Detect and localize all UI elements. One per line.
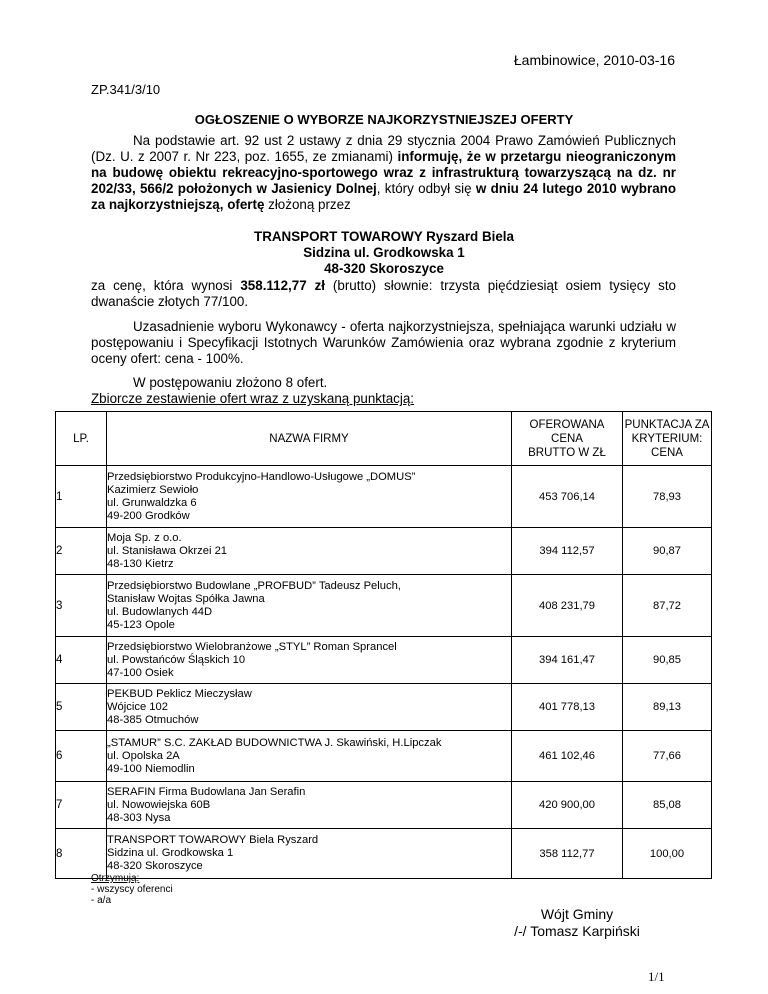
recipient-item: - wszyscy oferenci (91, 884, 173, 895)
company-line: 47-100 Osiek (107, 666, 174, 679)
reference-number: ZP.341/3/10 (91, 82, 161, 97)
table-row (56, 466, 712, 528)
cell-lp: 4 (56, 637, 107, 684)
cell-score: 100,00 (623, 829, 712, 879)
table-row (56, 684, 712, 731)
cell-score: 90,87 (623, 528, 712, 575)
company-line: Sidzina ul. Grodkowska 1 (107, 847, 234, 859)
offers-table (55, 411, 712, 879)
cell-lp: 8 (56, 829, 107, 879)
recipients-label: Otrzymują: (91, 873, 140, 884)
company-line: ul. Stanisława Okrzei 21 (107, 544, 228, 557)
signature-name: /-/ Tomasz Karpiński (514, 923, 640, 939)
company-line: Przedsiębiorstwo Produkcyjno-Handlowo-Usługowe „DOMUS” (107, 470, 416, 483)
cell-company (107, 731, 512, 782)
winner-block (0, 229, 768, 277)
cell-score: 77,66 (623, 731, 712, 782)
company-line: Przedsiębiorstwo Wielobranżowe „STYL” Roman Sprancel (107, 640, 397, 653)
cell-price: 408 231,79 (512, 575, 623, 637)
cell-price: 394 161,47 (512, 637, 623, 684)
header-company: NAZWA FIRMY (107, 412, 512, 466)
cell-lp: 2 (56, 528, 107, 575)
cell-price: 401 778,13 (512, 684, 623, 731)
paragraph-legal-basis: Na podstawie art. 92 ust 2 ustawy z dnia 29 stycznia 2004 Prawo Zamówień Publicznych (Dz. U. z 2007 r. Nr 223, poz. 1655, ze zmianami) informuję, że w przetargu nieograniczonym na budowę obiektu rekreacyjno-sportowego wraz z infrastrukturą towarzyszącą na dz. nr 202/33, 566/2 położonych w Jasienicy Dolnej, który odbył się w dniu 24 lutego 2010 wybrano za najkorzystniejszą, ofertę złożoną przez (91, 133, 677, 212)
company-line: 48-320 Skoroszyce (107, 860, 203, 872)
cell-company (107, 782, 512, 829)
cell-lp: 6 (56, 731, 107, 782)
cell-company (107, 528, 512, 575)
signature-block (482, 906, 672, 940)
cell-price: 461 102,46 (512, 731, 623, 782)
cell-company (107, 466, 512, 528)
cell-price: 358 112,77 (512, 829, 623, 879)
cell-company (107, 575, 512, 637)
company-line: SERAFIN Firma Budowlana Jan Serafin (107, 785, 306, 798)
company-line: „STAMUR” S.C. ZAKŁAD BUDOWNICTWA J. Skawiński, H.Lipczak (107, 736, 442, 749)
cell-price: 394 112,57 (512, 528, 623, 575)
cell-company (107, 684, 512, 731)
document-title: OGŁOSZENIE O WYBORZE NAJKORZYSTNIEJSZEJ OFERTY (194, 112, 574, 127)
company-line: ul. Powstańców Śląskich 10 (107, 653, 246, 666)
cell-lp: 7 (56, 782, 107, 829)
cell-company (107, 637, 512, 684)
table-row (56, 575, 712, 637)
cell-price: 453 706,14 (512, 466, 623, 528)
cell-score: 89,13 (623, 684, 712, 731)
cell-lp: 5 (56, 684, 107, 731)
table-header-row (56, 412, 712, 466)
table-caption: Zbiorcze zestawienie ofert wraz z uzyskaną punktacją: (91, 391, 415, 406)
company-line: ul. Nowowiejska 60B (107, 798, 211, 811)
company-line: Stanisław Wojtas Spółka Jawna (107, 592, 265, 605)
paragraph-offer-count: W postępowaniu złożono 8 ofert. (133, 375, 328, 390)
company-line: PEKBUD Peklicz Mieczysław (107, 687, 252, 700)
page-number: 1/1 (648, 969, 665, 984)
cell-score: 90,85 (623, 637, 712, 684)
header-lp: LP. (56, 412, 107, 466)
company-line: 45-123 Opole (107, 618, 175, 631)
paragraph-price: za cenę, która wynosi 358.112,77 zł (brutto) słownie: trzysta pięćdziesiąt osiem tysięcy sto dwanaście złotych 77/100. (91, 278, 676, 309)
table-row (56, 528, 712, 575)
company-line: Moja Sp. z o.o. (107, 531, 182, 544)
cell-score: 87,72 (623, 575, 712, 637)
cell-lp: 3 (56, 575, 107, 637)
company-line: Przedsiębiorstwo Budowlane „PROFBUD” Tadeusz Peluch, (107, 579, 401, 592)
header-price: OFEROWANA CENA BRUTTO W ZŁ (512, 412, 623, 466)
company-line: 48-385 Otmuchów (107, 713, 199, 726)
company-line: ul. Grunwaldzka 6 (107, 496, 197, 509)
cell-company (107, 829, 512, 879)
table-row (56, 637, 712, 684)
winner-address: Sidzina ul. Grodkowska 1 (303, 245, 465, 260)
winner-postcode: 48-320 Skoroszyce (324, 261, 444, 276)
table-row (56, 731, 712, 782)
company-line: 49-100 Niemodlin (107, 762, 195, 775)
place-date: Łambinowice, 2010-03-16 (513, 52, 675, 68)
company-line: 49-200 Grodków (107, 509, 190, 522)
table-row (56, 782, 712, 829)
cell-price: 420 900,00 (512, 782, 623, 829)
company-line: Kazimierz Sewioło (107, 483, 199, 496)
signature-title: Wójt Gminy (540, 906, 614, 922)
company-line: TRANSPORT TOWAROWY Biela Ryszard (107, 834, 319, 846)
paragraph-justification: Uzasadnienie wyboru Wykonawcy - oferta najkorzystniejsza, spełniająca warunki udziału w postępowaniu i Specyfikacji Istotnych Warunków Zamówienia oraz wybrana zgodnie z kryterium oceny ofert: cena - 100%. (91, 319, 676, 366)
header-score: PUNKTACJA ZA KRYTERIUM: CENA (623, 412, 712, 466)
recipient-item: - a/a (91, 895, 112, 906)
table-row (56, 829, 712, 879)
cell-lp: 1 (56, 466, 107, 528)
company-line: 48-130 Kietrz (107, 557, 174, 570)
company-line: 48-303 Nysa (107, 811, 171, 824)
company-line: ul. Budowlanych 44D (107, 605, 213, 618)
company-line: Wójcice 102 (107, 700, 168, 713)
cell-score: 85,08 (623, 782, 712, 829)
company-line: ul. Opolska 2A (107, 749, 180, 762)
recipients (91, 873, 173, 906)
cell-score: 78,93 (623, 466, 712, 528)
winner-name: TRANSPORT TOWAROWY Ryszard Biela (254, 229, 514, 244)
